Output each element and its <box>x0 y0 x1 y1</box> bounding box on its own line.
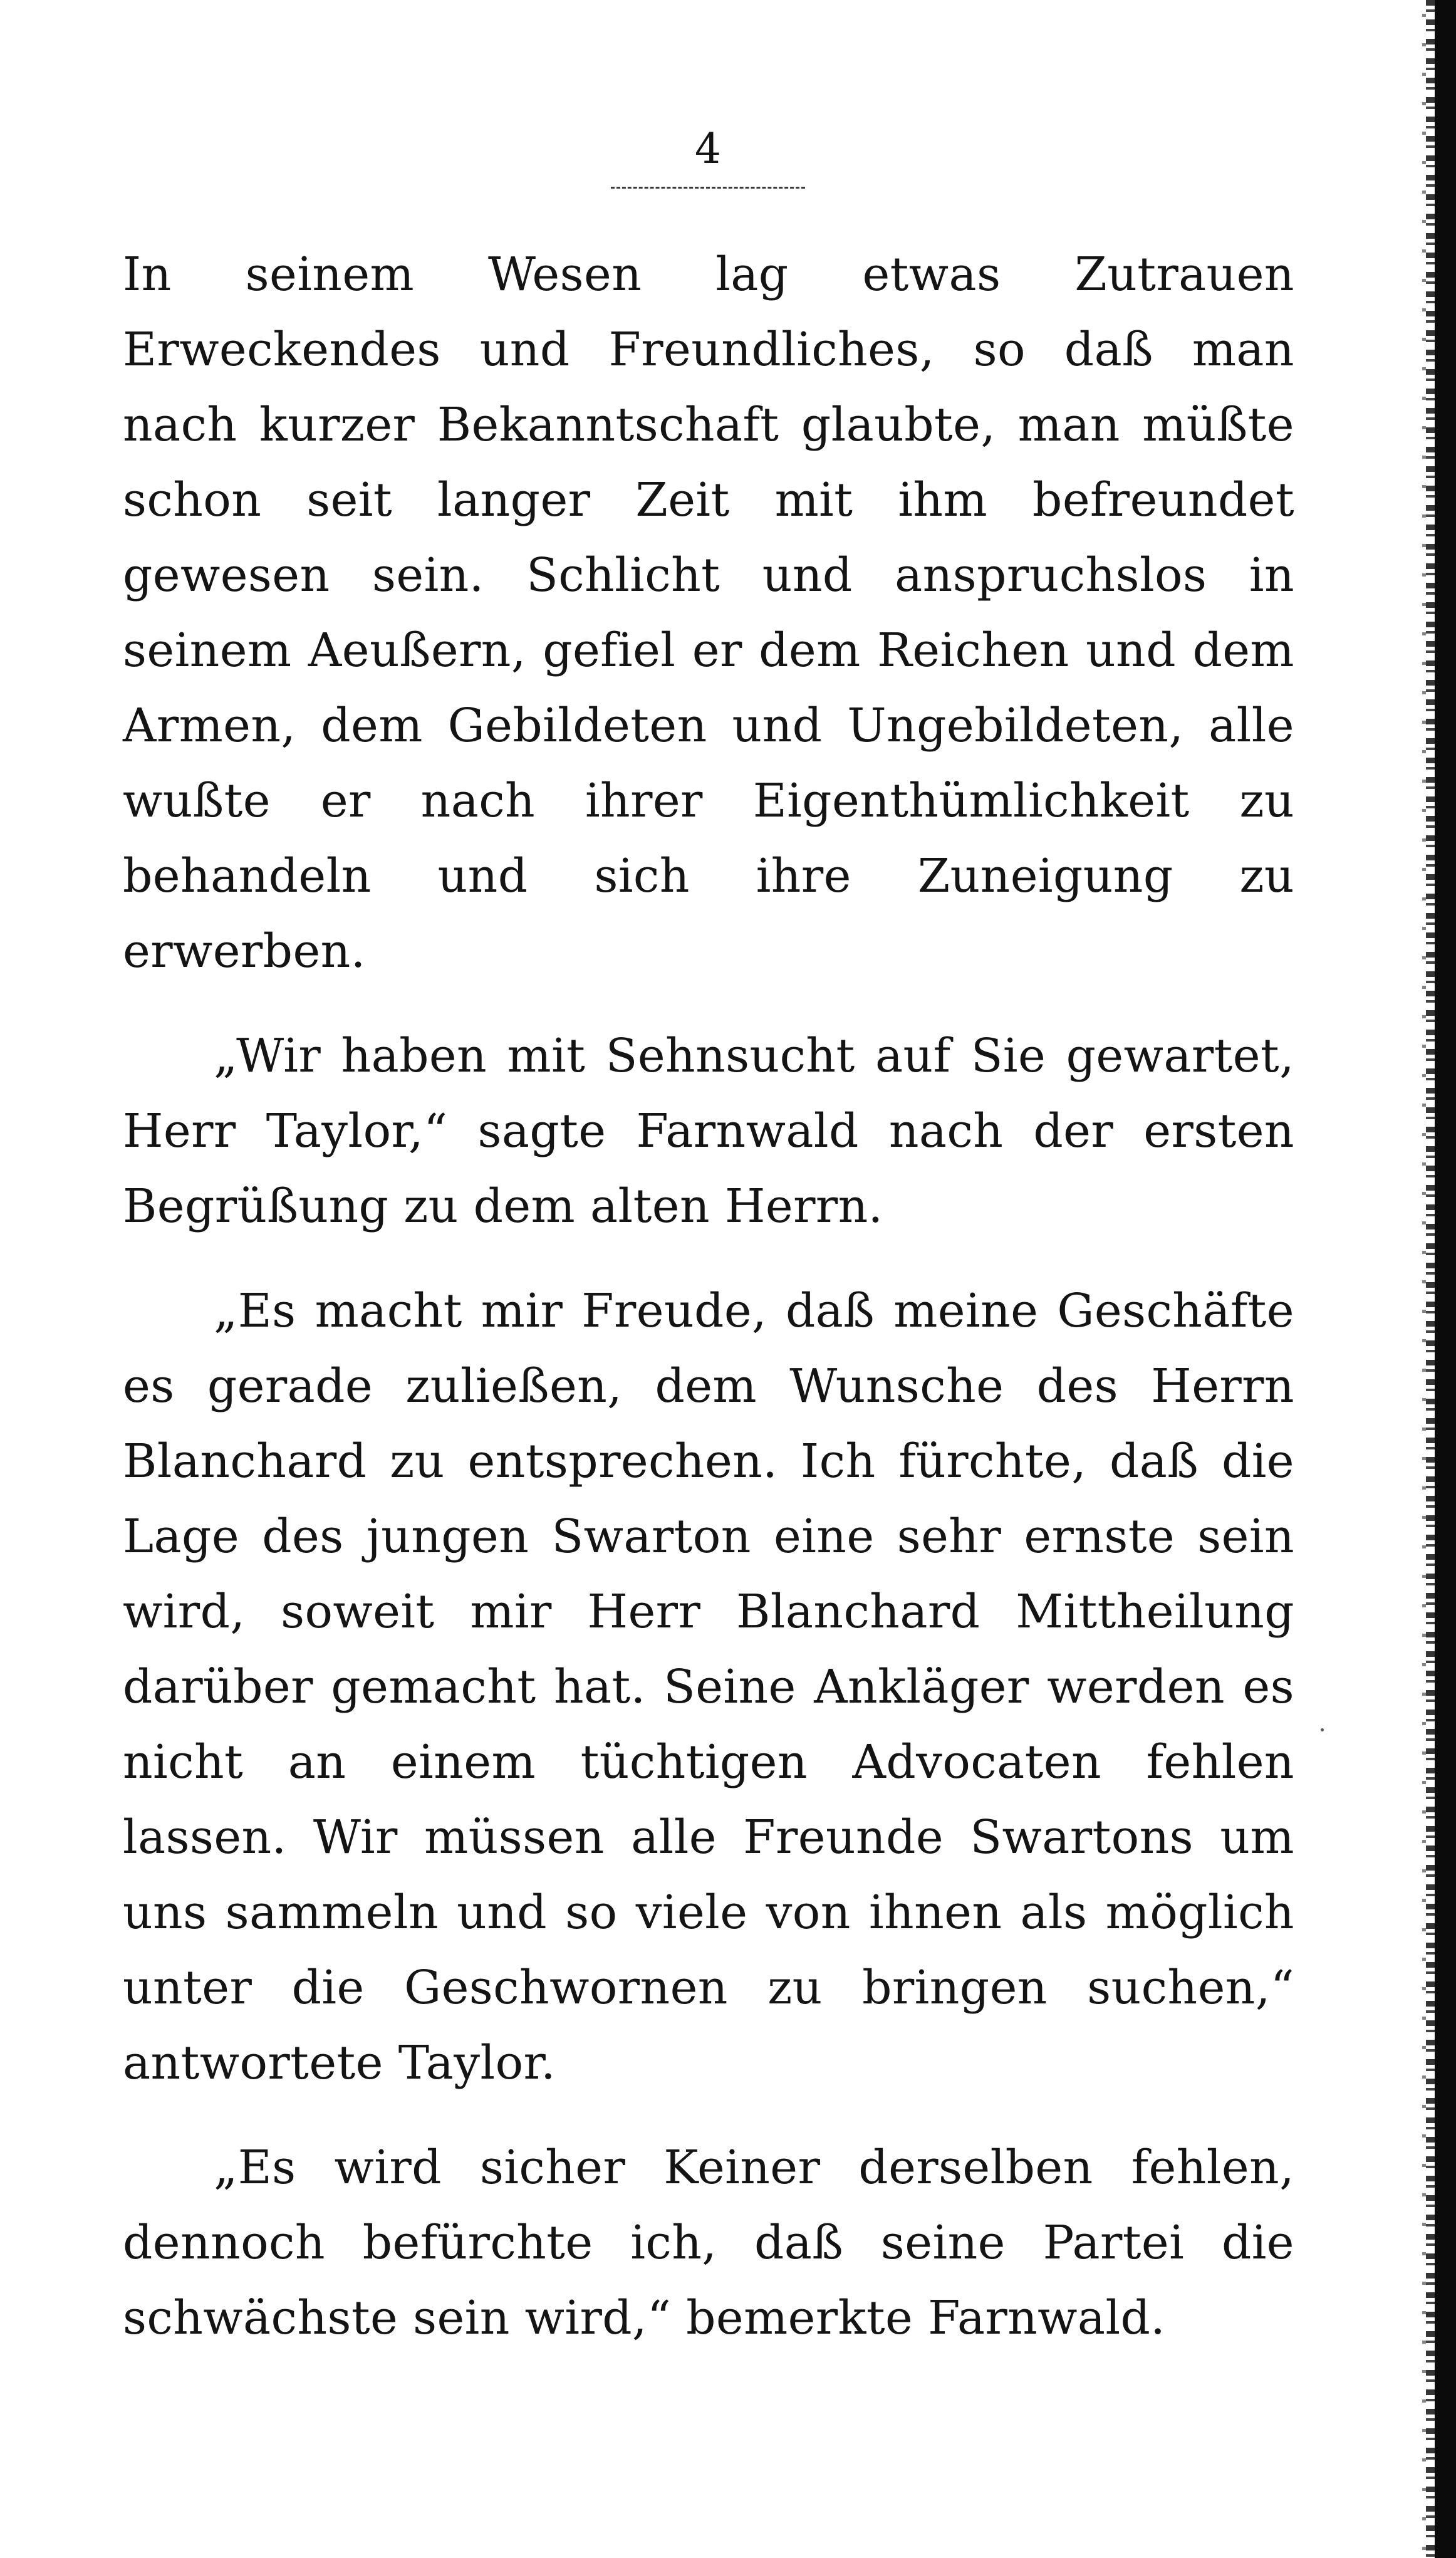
scan-speck <box>1321 1728 1324 1731</box>
paragraph-4: „Es wird sicher Keiner derselben fehlen, dennoch befürchte ich, daß seine Partei die schwächste sein wird,“ bemerkte Farnwald. <box>123 2141 1294 2345</box>
page-edge-texture-inner <box>1422 0 1426 2558</box>
body-text <box>123 237 1294 2356</box>
paragraph-2: „Wir haben mit Sehnsucht auf Sie gewartet, Herr Taylor,“ sagte Farnwald nach der ersten Begrüßung zu dem alten Herrn. <box>123 1029 1294 1233</box>
paragraph-3: „Es macht mir Freude, daß meine Geschäfte es gerade zuließen, dem Wunsche des Herrn Blanchard zu entsprechen. Ich fürchte, daß die Lage des jungen Swarton eine sehr ernste sein wird, soweit mir Herr Blanchard Mittheilung darüber gemacht hat. Seine Ankläger werden es nicht an einem tüchtigen Advocaten fehlen lassen. Wir müssen alle Freunde Swartons um uns sammeln und so viele von ihnen als möglich unter die Geschwornen zu bringen suchen,“ antwortete Taylor. <box>123 1284 1294 2090</box>
page-edge-texture <box>1426 0 1435 2558</box>
paragraph-1: In seinem Wesen lag etwas Zutrauen Erweckendes und Freundliches, so daß man nach kurzer Bekanntschaft glaubte, man müßte schon seit langer Zeit mit ihm befreundet gewesen sein. Schlicht und anspruchslos in seinem Aeußern, gefiel er dem Reichen und dem Armen, dem Gebildeten und Ungebildeten, alle wußte er nach ihrer Eigenthümlichkeit zu behandeln und sich ihre Zuneigung zu erwerben. <box>123 248 1294 978</box>
page-binding-edge <box>1435 0 1456 2558</box>
header-rule <box>611 187 805 189</box>
page-number: 4 <box>695 125 721 173</box>
